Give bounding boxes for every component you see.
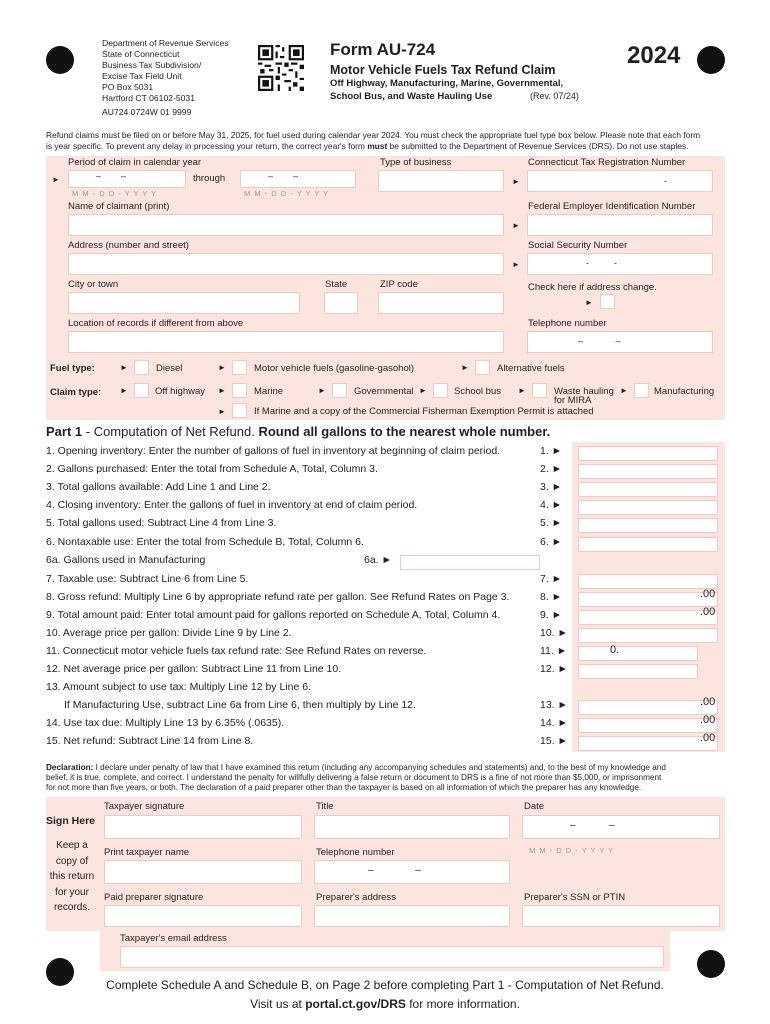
- arrow-icon: ►: [512, 260, 520, 269]
- marine-checkbox[interactable]: [232, 383, 247, 398]
- form-subtitle: Motor Vehicle Fuels Tax Refund Claim: [330, 63, 556, 77]
- marine-permit-label: If Marine and a copy of the Commercial Fisherman Exemption Permit is attached: [254, 406, 594, 417]
- part1-line-text: 14. Use tax due: Multiply Line 13 by 6.35% (.0635).: [46, 717, 285, 729]
- part1-line-text: 2. Gallons purchased: Enter the total from Schedule A, Total, Column 3.: [46, 463, 378, 475]
- arrow-icon: ►: [461, 363, 469, 372]
- part1-line-number: 3. ►: [540, 481, 563, 493]
- agency-line: Business Tax Subdivision/: [102, 60, 202, 70]
- date-format-hint: M M - D D - Y Y Y Y: [244, 189, 330, 198]
- registration-mark-top-left: [46, 46, 74, 74]
- ssn-label: Social Security Number: [528, 240, 628, 251]
- fein-label: Federal Employer Identification Number: [528, 201, 696, 212]
- part1-line-input[interactable]: [578, 482, 718, 497]
- phone-dashes: – –: [578, 336, 621, 346]
- arrow-icon: ►: [120, 386, 128, 395]
- agency-address: [102, 38, 229, 118]
- ct-reg-label: Connecticut Tax Registration Number: [528, 157, 686, 168]
- drs-website-link[interactable]: portal.ct.gov/DRS: [305, 997, 406, 1011]
- agency-line: Department of Revenue Services: [102, 38, 229, 48]
- sign-here-label: Sign Here: [46, 815, 96, 827]
- footer-line-1: Complete Schedule A and Schedule B, on Page 2 before completing Part 1 - Computation of Net Refund.: [106, 978, 664, 992]
- waste-hauling-label: Waste hauling: [554, 386, 614, 397]
- part1-line-input[interactable]: [578, 718, 718, 733]
- part1-line-number: 4. ►: [540, 499, 563, 511]
- ssn-field[interactable]: [527, 253, 713, 275]
- intro-line-2: is year specific. To prevent any delay in processing your return, the correct year's form must be submitted to the Department of Revenue Services (DRS). Do not use staples.: [46, 141, 689, 151]
- cents-placeholder: .00: [700, 588, 716, 600]
- form-subtitle-2: Off Highway, Manufacturing, Marine, Governmental,: [330, 78, 564, 89]
- sign-date-format: M M - D D - Y Y Y Y: [529, 846, 615, 855]
- diesel-label: Diesel: [156, 363, 183, 374]
- cents-placeholder: .00: [700, 696, 716, 708]
- part1-line-text: 15. Net refund: Subtract Line 14 from Line 8.: [46, 735, 254, 747]
- cents-placeholder: .00: [700, 732, 716, 744]
- part1-line-text: 10. Average price per gallon: Divide Line 9 by Line 2.: [46, 627, 292, 639]
- part1-line-number: 6a. ►: [364, 554, 392, 566]
- diesel-checkbox[interactable]: [134, 360, 149, 375]
- telephone-label: Telephone number: [316, 847, 395, 858]
- date-format-hint: M M - D D - Y Y Y Y: [72, 189, 158, 198]
- cents-placeholder: .00: [700, 606, 716, 618]
- ct-reg-dash: -: [664, 176, 667, 186]
- arrow-icon: ►: [52, 175, 60, 184]
- part1-line-text: 3. Total gallons available: Add Line 1 and Line 2.: [46, 481, 271, 493]
- arrow-icon: ►: [218, 386, 226, 395]
- part1-line-number: 11. ►: [540, 645, 568, 657]
- zip-field[interactable]: [378, 292, 504, 314]
- motor-fuels-label: Motor vehicle fuels (gasoline-gasohol): [254, 363, 414, 374]
- intro-text: [46, 130, 736, 152]
- part1-line-number: 14. ►: [540, 717, 568, 729]
- waste-hauling-sub: for MIRA: [554, 395, 592, 406]
- email-field[interactable]: [120, 946, 664, 968]
- fuel-type-label: Fuel type:: [50, 363, 95, 374]
- waste-hauling-checkbox[interactable]: [532, 383, 547, 398]
- arrow-icon: ►: [419, 386, 427, 395]
- off-highway-checkbox[interactable]: [134, 383, 149, 398]
- form-code: AU724 0724W 01 9999: [102, 107, 192, 117]
- part1-line-number: 10. ►: [540, 627, 568, 639]
- governmental-label: Governmental: [354, 386, 414, 397]
- type-business-label: Type of business: [380, 157, 452, 168]
- fein-field[interactable]: [527, 214, 713, 236]
- declaration-text: Declaration: I declare under penalty of law that I have examined this return (including any accompanying schedules and statements) and, to the best of my knowledge and belief, it is true, complete, and correct. I understand the penalty for willfully delivering a false return or document to DRS is a fine of not more than $5,000, or imprisonment for not more than five years, or both. The declaration of a paid preparer other than the taxpayer is based on all information of which the preparer has any knowledge.: [46, 763, 666, 792]
- part1-line-input[interactable]: [578, 610, 718, 625]
- part1-line-input[interactable]: [578, 736, 718, 751]
- ct-reg-field[interactable]: [527, 170, 713, 192]
- part1-line-number: 7. ►: [540, 573, 563, 585]
- motor-fuels-checkbox[interactable]: [232, 360, 247, 375]
- location-field[interactable]: [68, 331, 504, 353]
- phone-label: Telephone number: [528, 318, 607, 329]
- city-label: City or town: [68, 279, 119, 290]
- part1-line-text: 6. Nontaxable use: Enter the total from Schedule B, Total, Column 6.: [46, 536, 364, 548]
- part1-line-input[interactable]: [578, 574, 718, 589]
- print-name-label: Print taxpayer name: [104, 847, 190, 858]
- part1-line-number: 6. ►: [540, 536, 563, 548]
- claimant-name-field[interactable]: [68, 214, 504, 236]
- manufacturing-checkbox[interactable]: [634, 383, 649, 398]
- taxpayer-signature-field[interactable]: [104, 815, 302, 839]
- type-business-field[interactable]: [378, 170, 504, 192]
- part1-line-text: 13. Amount subject to use tax: Multiply Line 12 by Line 6.: [46, 681, 311, 693]
- part1-line-number: 5. ►: [540, 517, 563, 529]
- part1-line-input[interactable]: [578, 700, 718, 715]
- city-field[interactable]: [68, 292, 300, 314]
- qr-code-icon: [258, 45, 304, 91]
- address-change-checkbox[interactable]: [600, 294, 615, 309]
- date-dashes: – –: [570, 820, 615, 831]
- form-title: Form AU-724: [330, 40, 436, 59]
- line-6a-input[interactable]: [400, 555, 540, 570]
- intro-line-1: Refund claims must be filed on or before May 31, 2025, for fuel used during calendar year 2024. You must check the appropriate fuel type box below. Please note that each form: [46, 130, 701, 140]
- agency-line: PO Box 5031: [102, 82, 154, 92]
- preparer-address-label: Preparer's address: [316, 892, 396, 903]
- part1-line-input[interactable]: [578, 518, 718, 533]
- revision-date: (Rev. 07/24): [530, 91, 579, 101]
- part1-title: Part 1 - Computation of Net Refund. Round all gallons to the nearest whole number.: [46, 424, 551, 439]
- part1-line-number: 13. ►: [540, 699, 568, 711]
- part1-line-input[interactable]: [578, 646, 698, 661]
- ssn-dashes: - -: [586, 258, 617, 268]
- part1-line-text: 5. Total gallons used: Subtract Line 4 from Line 3.: [46, 517, 277, 529]
- manufacturing-label: Manufacturing: [654, 386, 715, 397]
- date-field[interactable]: [522, 815, 720, 839]
- cents-placeholder: .00: [700, 714, 716, 726]
- arrow-icon: ►: [218, 407, 226, 416]
- claimant-name-label: Name of claimant (print): [68, 201, 170, 212]
- keep-copy-note: Keep a copy of this return for your records.: [49, 840, 95, 913]
- part1-line-text: If Manufacturing Use, subtract Line 6a from Line 6, then multiply by Line 12.: [64, 699, 416, 711]
- arrow-icon: ►: [620, 386, 628, 395]
- arrow-icon: ►: [318, 386, 326, 395]
- preparer-signature-label: Paid preparer signature: [104, 892, 204, 903]
- form-subtitle-3: School Bus, and Waste Hauling Use: [330, 91, 493, 102]
- governmental-checkbox[interactable]: [332, 383, 347, 398]
- alt-fuels-label: Alternative fuels: [497, 363, 565, 374]
- date-label: Date: [524, 801, 545, 812]
- marine-permit-checkbox[interactable]: [232, 403, 247, 418]
- period-start-field[interactable]: [68, 170, 186, 188]
- part1-line-text: 11. Connecticut motor vehicle fuels tax refund rate: See Refund Rates on reverse.: [46, 645, 427, 657]
- through-label: through: [193, 173, 226, 184]
- period-end-dashes: – –: [268, 171, 299, 181]
- preparer-signature-field[interactable]: [104, 905, 302, 927]
- arrow-icon: ►: [518, 386, 526, 395]
- marine-label: Marine: [254, 386, 284, 397]
- print-name-field[interactable]: [104, 860, 302, 884]
- address-change-label: Check here if address change.: [528, 282, 657, 293]
- registration-mark-bottom-right: [697, 950, 725, 978]
- location-label: Location of records if different from above: [68, 318, 244, 329]
- state-field[interactable]: [324, 292, 358, 314]
- part1-line-input[interactable]: [578, 664, 698, 679]
- claim-type-label: Claim type:: [50, 387, 102, 398]
- arrow-icon: ►: [120, 363, 128, 372]
- address-field[interactable]: [68, 253, 504, 275]
- footer-line-2: Visit us at portal.ct.gov/DRS for more information.: [250, 997, 520, 1011]
- part1-line-text: 8. Gross refund: Multiply Line 6 by appropriate refund rate per gallon. See Refund Rates on Page 3.: [46, 591, 510, 603]
- school-bus-label: School bus: [454, 386, 502, 397]
- arrow-icon: ►: [512, 221, 520, 230]
- part1-line-text: 1. Opening inventory: Enter the number of gallons of fuel in inventory at beginning of claim period.: [46, 445, 501, 457]
- tax-year: 2024: [627, 42, 681, 69]
- part1-line-number: 8. ►: [540, 591, 563, 603]
- part1-line-text: 6a. Gallons used in Manufacturing: [46, 554, 206, 566]
- address-label: Address (number and street): [68, 240, 189, 251]
- registration-mark-top-right: [697, 46, 725, 74]
- arrow-icon: ►: [512, 177, 520, 186]
- part1-line-text: 4. Closing inventory: Enter the gallons of fuel in inventory at end of claim period.: [46, 499, 418, 511]
- part1-line-text: 12. Net average price per gallon: Subtract Line 11 from Line 10.: [46, 663, 342, 675]
- part1-line-input[interactable]: [578, 628, 718, 643]
- school-bus-checkbox[interactable]: [433, 383, 448, 398]
- agency-line: Excise Tax Field Unit: [102, 71, 182, 81]
- email-label: Taxpayer's email address: [120, 933, 227, 944]
- part1-line-input[interactable]: [578, 446, 718, 461]
- state-label: State: [325, 279, 348, 290]
- taxpayer-signature-label: Taxpayer signature: [104, 801, 185, 812]
- arrow-icon: ►: [585, 298, 593, 307]
- preparer-ssn-label: Preparer's SSN or PTIN: [524, 892, 626, 903]
- part1-line-text: 9. Total amount paid: Enter total amount paid for gallons reported on Schedule A, Total, Column 4.: [46, 609, 501, 621]
- part1-line-number: 15. ►: [540, 735, 568, 747]
- title-label: Title: [316, 801, 334, 812]
- part1-line-number: 2. ►: [540, 463, 563, 475]
- preparer-ssn-field[interactable]: [522, 905, 720, 927]
- zip-label: ZIP code: [380, 279, 418, 290]
- part1-line-number: 1. ►: [540, 445, 563, 457]
- part1-line-input[interactable]: [578, 500, 718, 515]
- off-highway-label: Off highway: [155, 386, 205, 397]
- part1-line-input[interactable]: [578, 464, 718, 479]
- period-start-dashes: – –: [96, 171, 127, 181]
- part1-line-text: 7. Taxable use: Subtract Line 6 from Line 5.: [46, 573, 249, 585]
- preparer-address-field[interactable]: [314, 905, 510, 927]
- part1-line-number: 12. ►: [540, 663, 568, 675]
- agency-line: Hartford CT 06102-5031: [102, 93, 195, 103]
- part1-line-number: 9. ►: [540, 609, 563, 621]
- alt-fuels-checkbox[interactable]: [475, 360, 490, 375]
- arrow-icon: ►: [218, 363, 226, 372]
- title-field[interactable]: [314, 815, 510, 839]
- telephone-dashes: – –: [368, 865, 421, 876]
- part1-line-input[interactable]: [578, 592, 718, 607]
- agency-line: State of Connecticut: [102, 49, 180, 59]
- line-11-value: 0.: [610, 644, 620, 656]
- part1-line-input[interactable]: [578, 537, 718, 552]
- period-label: Period of claim in calendar year: [68, 157, 202, 168]
